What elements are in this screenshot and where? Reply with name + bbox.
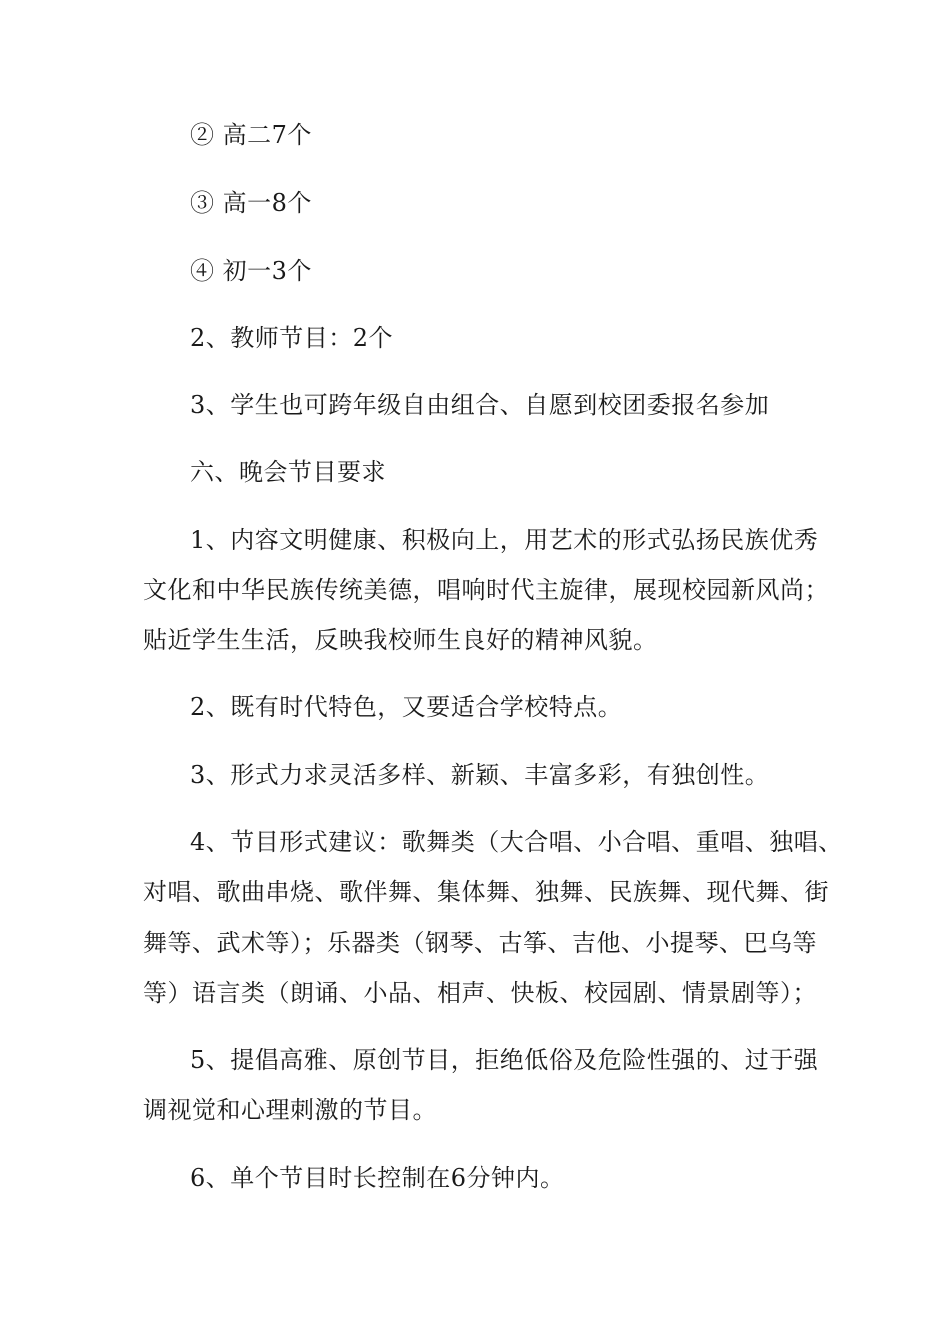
requirement-4-line-1: 4、节目形式建议：歌舞类（大合唱、小合唱、重唱、独唱、 [190,828,843,856]
section-heading-requirements: 六、晚会节目要求 [190,458,386,486]
requirement-4-line-4: 等）语言类（朗诵、小品、相声、快板、校园剧、情景剧等）； [143,979,817,1007]
list-item-grade-2: ② 高二7个 [190,121,312,149]
requirement-2: 2、既有时代特色，又要适合学校特点。 [190,693,623,721]
requirement-5-line-2: 调视觉和心理刺激的节目。 [143,1096,437,1124]
requirement-1-line-3: 贴近学生生活，反映我校师生良好的精神风貌。 [143,626,658,654]
requirement-3: 3、形式力求灵活多样、新颖、丰富多彩，有独创性。 [190,761,770,789]
requirement-1-line-2: 文化和中华民族传统美德，唱响时代主旋律，展现校园新风尚； [143,576,829,604]
requirement-6: 6、单个节目时长控制在6分钟内。 [190,1164,565,1192]
student-grouping-item: 3、学生也可跨年级自由组合、自愿到校团委报名参加 [190,391,770,419]
list-item-junior-1: ④ 初一3个 [190,257,312,285]
requirement-4-line-2: 对唱、歌曲串烧、歌伴舞、集体舞、独舞、民族舞、现代舞、街 [143,878,829,906]
teacher-programs-item: 2、教师节目：2个 [190,324,394,352]
requirement-5-line-1: 5、提倡高雅、原创节目，拒绝低俗及危险性强的、过于强 [190,1046,819,1074]
requirement-1-line-1: 1、内容文明健康、积极向上，用艺术的形式弘扬民族优秀 [190,526,819,554]
list-item-grade-1: ③ 高一8个 [190,189,312,217]
requirement-4-line-3: 舞等、武术等）；乐器类（钢琴、古筝、吉他、小提琴、巴乌等 [143,929,817,957]
